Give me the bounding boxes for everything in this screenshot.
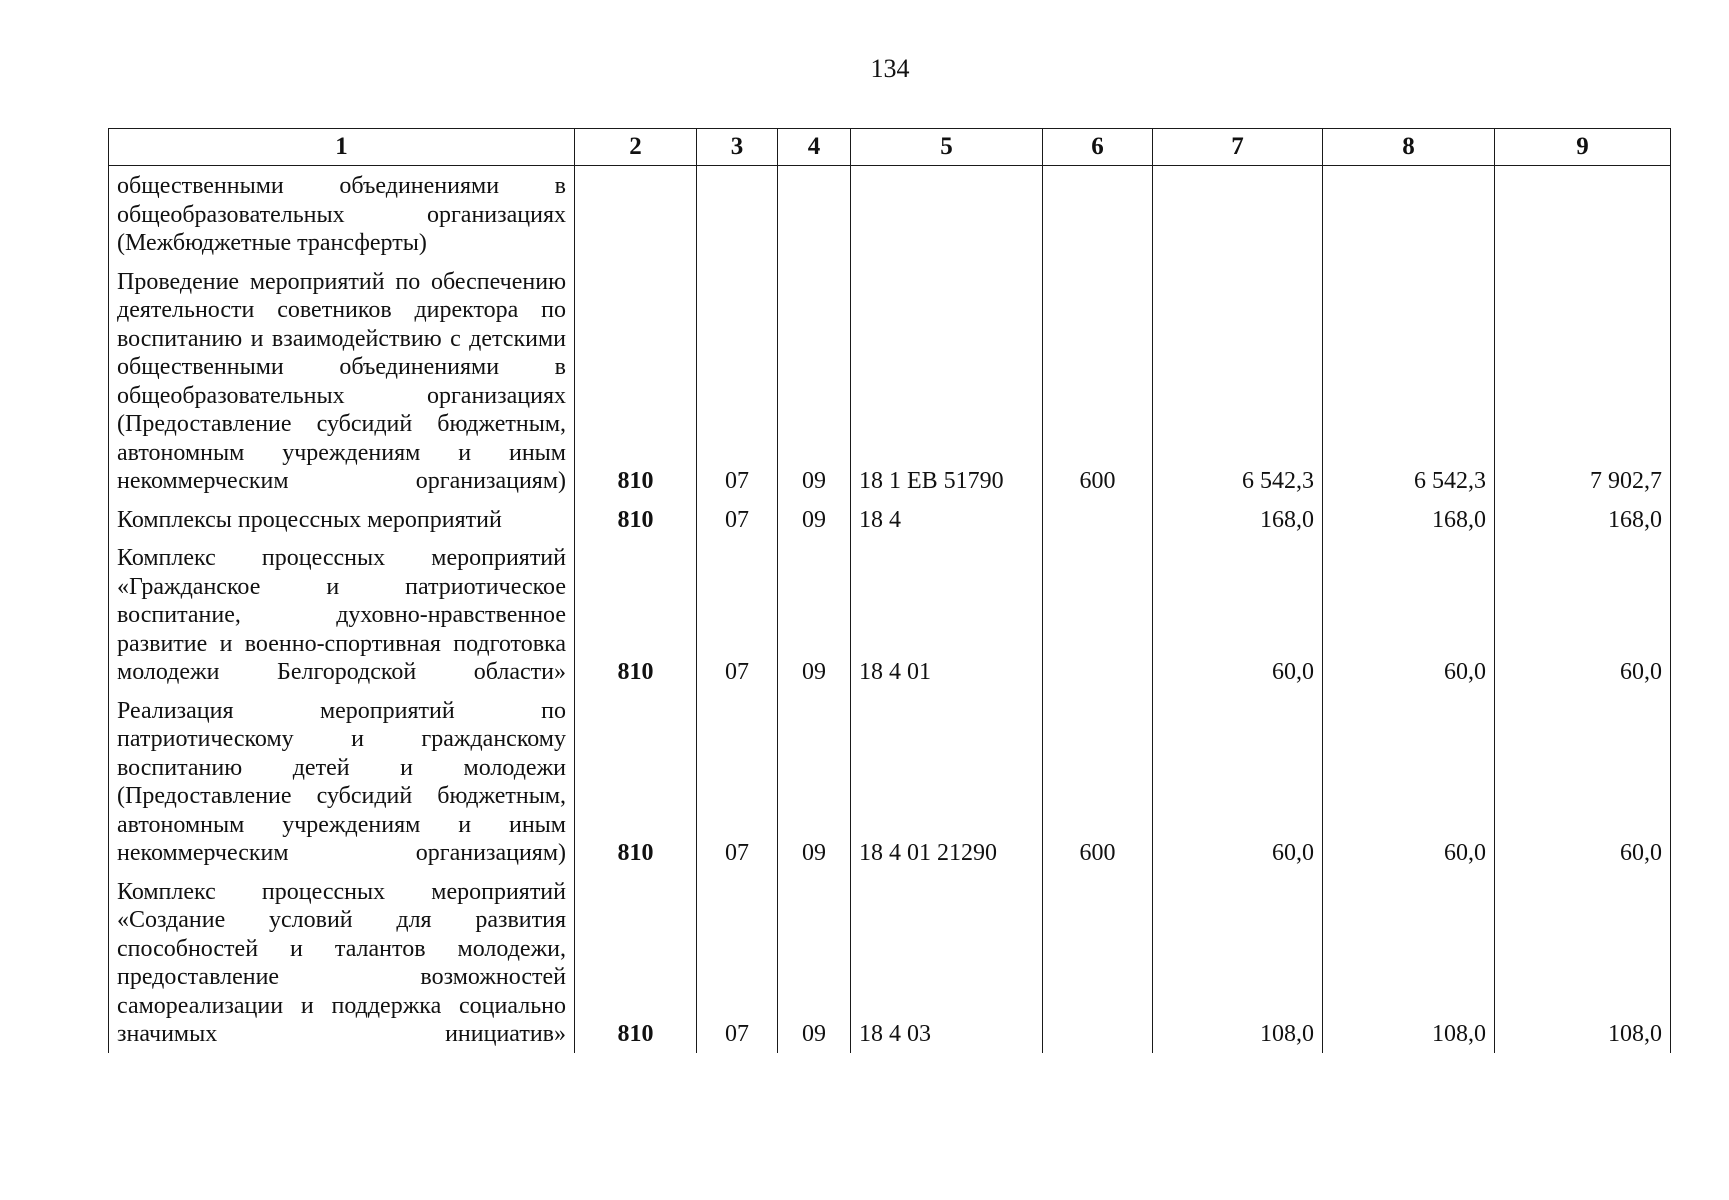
amount-col-8: 6 542,3 (1323, 262, 1495, 500)
table-row (109, 166, 1671, 262)
amount-col-7: 168,0 (1153, 500, 1323, 539)
amount-col-9: 60,0 (1495, 538, 1671, 691)
ministry-code: 810 (575, 691, 697, 872)
budget-table (108, 128, 1671, 1053)
amount-col-7: 108,0 (1153, 872, 1323, 1053)
amount-col-7: 60,0 (1153, 691, 1323, 872)
amount-col-8: 108,0 (1323, 872, 1495, 1053)
col-header-5: 5 (851, 129, 1043, 166)
target-article-code: 18 4 03 (851, 872, 1043, 1053)
subsection-code: 09 (778, 538, 851, 691)
row-name: общественными объединениями в общеобразовательных организациях (Межбюджетные трансферты) (109, 166, 575, 262)
section-code: 07 (697, 691, 778, 872)
expense-type-code (1043, 872, 1153, 1053)
row-name: Проведение мероприятий по обеспечению деятельности советников директора по воспитанию и взаимодействию с детскими общественными объединениями в общеобразовательных организациях (Предоставление субсидий бюджетным, автономным учреждениям и иным некоммерческим организациям) (109, 262, 575, 500)
expense-type-code: 600 (1043, 691, 1153, 872)
section-code: 07 (697, 538, 778, 691)
ministry-code (575, 166, 697, 262)
col-header-2: 2 (575, 129, 697, 166)
section-code: 07 (697, 500, 778, 539)
amount-col-9 (1495, 166, 1671, 262)
target-article-code: 18 4 01 21290 (851, 691, 1043, 872)
ministry-code: 810 (575, 872, 697, 1053)
section-code: 07 (697, 262, 778, 500)
subsection-code: 09 (778, 872, 851, 1053)
header-row (109, 129, 1671, 166)
ministry-code: 810 (575, 538, 697, 691)
amount-col-9: 60,0 (1495, 691, 1671, 872)
amount-col-9: 108,0 (1495, 872, 1671, 1053)
ministry-code: 810 (575, 500, 697, 539)
expense-type-code: 600 (1043, 262, 1153, 500)
table-row (109, 691, 1671, 872)
expense-type-code (1043, 538, 1153, 691)
amount-col-7: 60,0 (1153, 538, 1323, 691)
row-name: Комплекс процессных мероприятий «Создание условий для развития способностей и талантов молодежи, предоставление возможностей самореализации и поддержка социально значимых инициатив» (109, 872, 575, 1053)
section-code (697, 166, 778, 262)
subsection-code: 09 (778, 500, 851, 539)
col-header-7: 7 (1153, 129, 1323, 166)
amount-col-8: 60,0 (1323, 691, 1495, 872)
target-article-code: 18 1 ЕВ 51790 (851, 262, 1043, 500)
table-row (109, 538, 1671, 691)
col-header-8: 8 (1323, 129, 1495, 166)
target-article-code: 18 4 01 (851, 538, 1043, 691)
amount-col-7: 6 542,3 (1153, 262, 1323, 500)
amount-col-8: 60,0 (1323, 538, 1495, 691)
expense-type-code (1043, 500, 1153, 539)
amount-col-8 (1323, 166, 1495, 262)
page-number: 134 (870, 54, 910, 83)
subsection-code (778, 166, 851, 262)
section-code: 07 (697, 872, 778, 1053)
row-name: Комплексы процессных мероприятий (109, 500, 575, 539)
amount-col-8: 168,0 (1323, 500, 1495, 539)
col-header-1: 1 (109, 129, 575, 166)
table-row (109, 262, 1671, 500)
target-article-code (851, 166, 1043, 262)
row-name: Комплекс процессных мероприятий «Гражданское и патриотическое воспитание, духовно-нравственное развитие и военно-спортивная подготовка молодежи Белгородской области» (109, 538, 575, 691)
amount-col-9: 168,0 (1495, 500, 1671, 539)
subsection-code: 09 (778, 262, 851, 500)
subsection-code: 09 (778, 691, 851, 872)
row-name: Реализация мероприятий по патриотическому и гражданскому воспитанию детей и молодежи (Предоставление субсидий бюджетным, автономным учреждениям и иным некоммерческим организациям) (109, 691, 575, 872)
ministry-code: 810 (575, 262, 697, 500)
table-row (109, 872, 1671, 1053)
table-row (109, 500, 1671, 539)
amount-col-9: 7 902,7 (1495, 262, 1671, 500)
amount-col-7 (1153, 166, 1323, 262)
target-article-code: 18 4 (851, 500, 1043, 539)
col-header-6: 6 (1043, 129, 1153, 166)
expense-type-code (1043, 166, 1153, 262)
col-header-3: 3 (697, 129, 778, 166)
col-header-9: 9 (1495, 129, 1671, 166)
col-header-4: 4 (778, 129, 851, 166)
